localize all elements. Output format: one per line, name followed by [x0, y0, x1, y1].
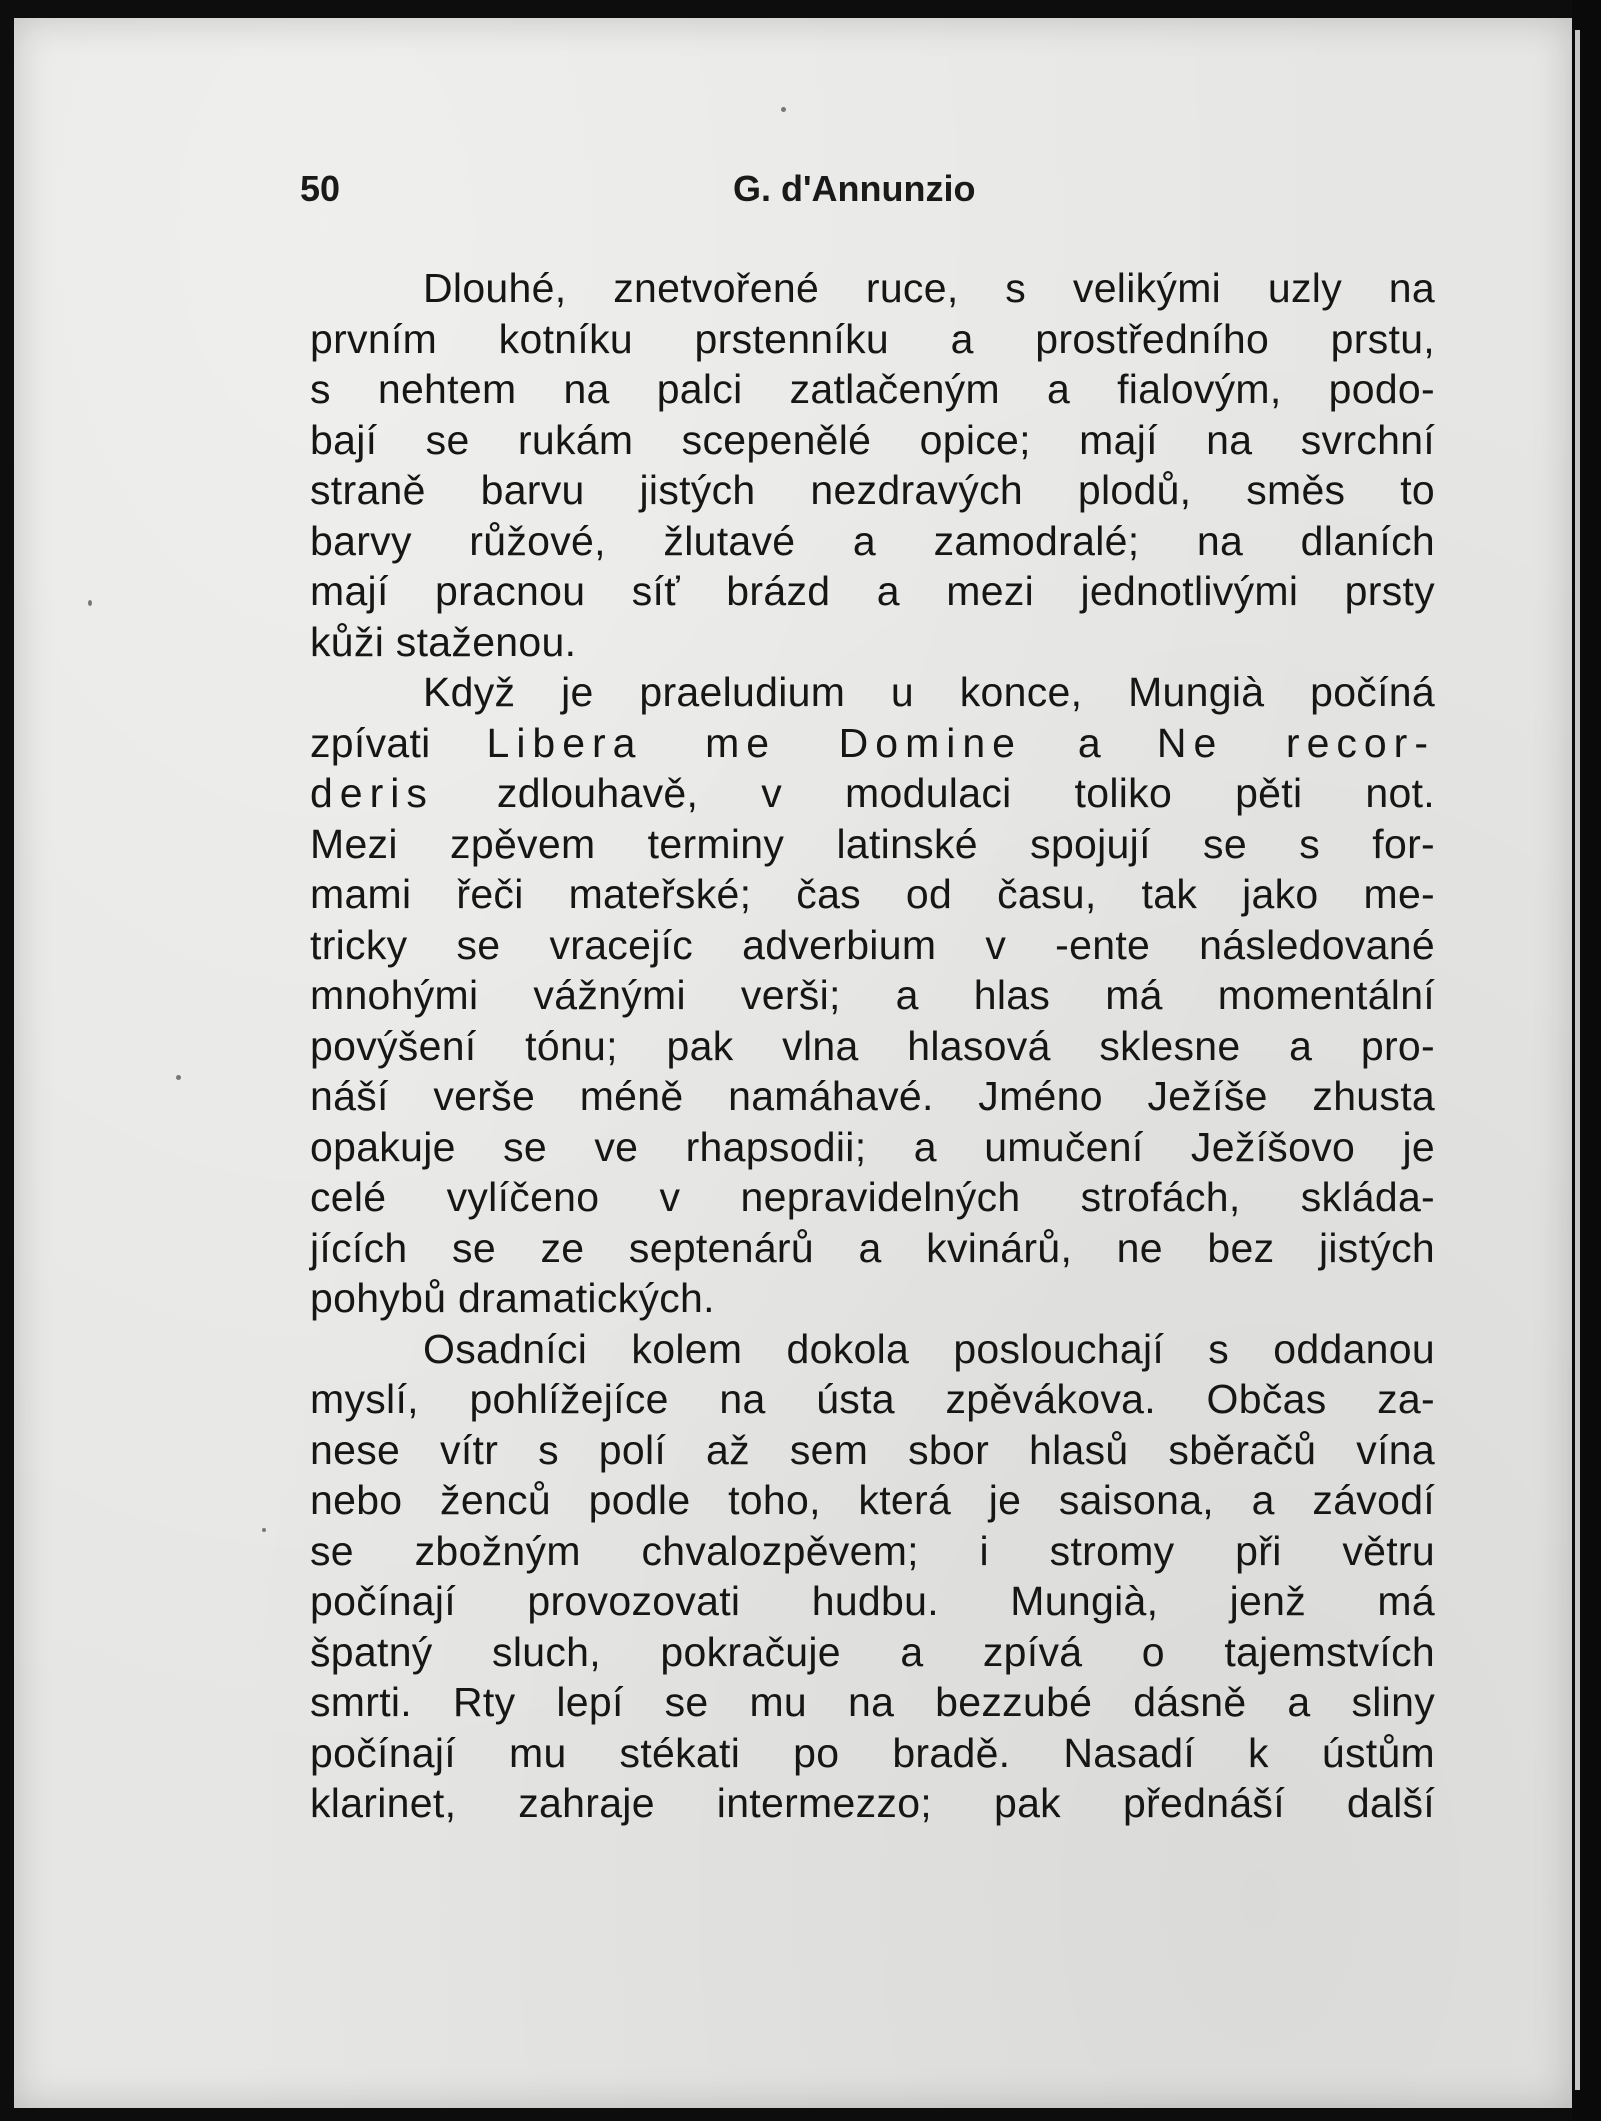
text-line — [310, 768, 1435, 819]
text-line: povýšení tónu; pak vlna hlasová sklesne a pro- — [310, 1022, 1435, 1069]
scan-speck — [176, 1075, 181, 1080]
text-line: mají pracnou síť brázd a mezi jednotlivými prsty — [310, 568, 1435, 614]
spaced-latin-text: deris — [310, 770, 434, 816]
text-line: Osadníci kolem dokola poslouchají s oddanou — [423, 1325, 1435, 1372]
spaced-latin-text: Ne recor- — [1156, 719, 1435, 766]
text-line — [310, 718, 1435, 769]
body-text — [310, 263, 1435, 1829]
text-line: Když je praeludium u konce, Mungià počíná — [423, 669, 1435, 715]
page-number: 50 — [300, 168, 341, 209]
text-line: se zbožným chvalozpěvem; i stromy při větru — [310, 1527, 1435, 1574]
text-line: náší verše méně namáhavé. Jméno Ježíše zhusta — [310, 1073, 1435, 1119]
text-line: jících se ze septenárů a kvinárů, ne bez jistých — [310, 1224, 1435, 1271]
text-line: Dlouhé, znetvořené ruce, s velikými uzly na — [423, 265, 1435, 311]
text-run: zpívati — [310, 719, 487, 766]
scan-speck — [262, 1528, 266, 1532]
text-line: s nehtem na palci zatlačeným a fialovým, podo- — [310, 366, 1435, 412]
text-line: bají se rukám scepenělé opice; mají na svrchní — [310, 416, 1435, 463]
text-line: počínají provozovati hudbu. Mungià, jenž má — [310, 1578, 1435, 1624]
text-line: nese vítr s polí až sem sbor hlasů sběračů vína — [310, 1426, 1435, 1473]
scan-speck — [88, 600, 92, 606]
running-title: G. d'Annunzio — [733, 168, 976, 209]
text-line: mami řeči mateřské; čas od času, tak jako me- — [310, 871, 1435, 917]
text-line: mnohými vážnými verši; a hlas má momentální — [310, 972, 1435, 1018]
running-head — [300, 168, 1470, 218]
text-line: Mezi zpěvem terminy latinské spojují se s for- — [310, 820, 1435, 867]
text-line: nebo ženců podle toho, která je saisona, a závodí — [310, 1477, 1435, 1523]
text-line: pohybů dramatických. — [310, 1275, 715, 1321]
text-line: počínají mu stékati po bradě. Nasadí k ústům — [310, 1729, 1435, 1776]
text-line: špatný sluch, pokračuje a zpívá o tajemstvích — [310, 1628, 1435, 1675]
text-run: a — [1021, 719, 1157, 766]
text-line: tricky se vracejíc adverbium v -ente následované — [310, 921, 1435, 968]
scan-speck — [781, 107, 786, 112]
scan-edge-line — [1575, 30, 1580, 2090]
text-line: smrti. Rty lepí se mu na bezzubé dásně a sliny — [310, 1679, 1435, 1725]
text-line: prvním kotníku prstenníku a prostředního prstu, — [310, 315, 1435, 362]
text-line: klarinet, zahraje intermezzo; pak přednáší další — [310, 1780, 1435, 1826]
text-line: celé vylíčeno v nepravidelných strofách, skláda- — [310, 1174, 1435, 1220]
text-line: myslí, pohlížejíce na ústa zpěvákova. Občas za- — [310, 1376, 1435, 1422]
text-line: straně barvu jistých nezdravých plodů, směs to — [310, 467, 1435, 513]
text-line: kůži staženou. — [310, 618, 577, 665]
spaced-latin-text: Libera me Domine — [486, 719, 1022, 766]
text-run: zdlouhavě, v modulaci toliko pěti not. — [433, 770, 1435, 816]
text-line: barvy růžové, žlutavé a zamodralé; na dlaních — [310, 517, 1435, 564]
text-line: opakuje se ve rhapsodii; a umučení Ježíšovo je — [310, 1123, 1435, 1170]
